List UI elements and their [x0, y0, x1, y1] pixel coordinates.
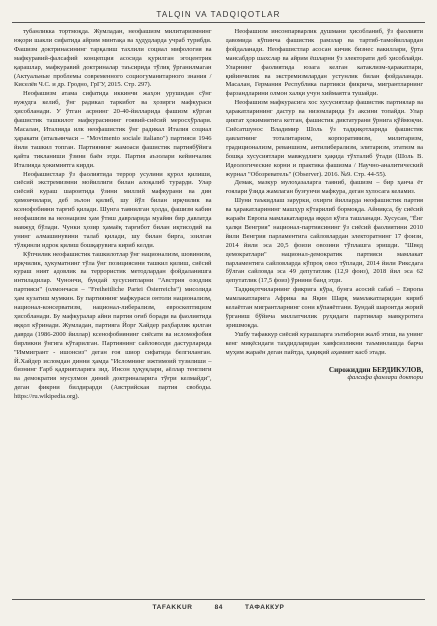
author-signature [226, 366, 424, 384]
author-role: фалсафа фанлари доктори [347, 374, 423, 382]
right-column [226, 28, 424, 594]
right-paragraph-5: Тадқиқотчиларнинг фикрига кўра, бунга асосий сабаб – Европа мамлакатларига Африка ва Яқин Шарқ мамлакатларидан кириб келаётган мигрантларнинг сони кўпаяётгани. Бундай шароитда жорий ўрганиш бўйича миллатчилик руҳидаги партиялар мавқуротига эришмоқда. [225, 286, 423, 329]
page-number: 84 [214, 603, 224, 611]
footer-left-title: TAFAKKUR [152, 603, 193, 611]
left-paragraph-2: Неофашизм атама сифатида иккинчи жаҳон урушидан сўнг вужудга келиб, ўнг радикал таркибот ва ҳозирги мафкураси ҳисобланади. У ўтган асрнинг 20-40-йилларида фашизм кўрган фашистик ташкилот мафкурасининг ғоявий-сиёсий меросхўрлари. Масалан, Италияда илк неофашистик ўнг радикал Италия социал ҳаракати (итальянчаси – "Movimento sociale italiano") партияси 1946 йили ташкил топган. Партиянинг жамоаси фашистик партиябўйига қайта тикланиши ўзини баён этди. Партия аъзолари кейинчалик Италияда ҳокимиятга кирди. [14, 90, 212, 169]
left-column [14, 28, 212, 594]
right-paragraph-3: Демак, мазкур мулоҳазаларга таяниб, фашизм – бир ҳанча ёт ғоялари ўзида жамлаган бузғунчи мафкура, деган хулосага келамиз. [225, 179, 423, 196]
article-body [14, 28, 423, 594]
right-paragraph-1: Неофашизм инсонпарварлик душмани ҳисобланиб, ўз фаолияти давомида кўпинча фашистик рамзлар ва тартиб-тамойиллардан фойдаланади. Неофашистлар асосан кичик бизнес вакиллари, ўрта мансабдор шахслар ва айрим ёшларни ўз электорати деб ҳисоблайди. Уларнинг фаолиятида юзага келган катаклизм-ҳаракатлари, қийинчилик ва экстремизмлардан устунлик билан фойдаланади. Масалан, Германия Республика партияси фикрича, мигрантларнинг фарзандларини олмон халқи учун хиймаятга тушайди. [225, 28, 423, 98]
left-paragraph-4: Кўпчилик неофашистик ташкилотлар ўнг национализм, шовинизм, ирқчилик, ҳукуматнинг тўла ўнг позициясини ташкил қилиш, сиёсий кураш ният адовлик ва террористик методлардан фойдаланишга интиладилар. Чунончи, бундай хусусиятларни "Австрия озодлик партияси" (олмончаси – "Freiheitliche Partei Österreichs") мисолида ҳам кузатиш мумкин. Бу партиянинг мафкураси онтоли национализм, национал-консерватизм, национал-либерализм, евроскептицизм ҳисобланади. Бу мафкуралар айни партия оғиб боради ва фаолиятида яққол кўринади. Жумладан, партияга Йорг Хайдер раҳбарлик қилган даврда (1986-2000 йиллар) ксенофобиянинг сиёсати ва исломофобия бирликни ўнгига кўтарилган. Партиянинг сайловолди дастурларида "Иммигрант - ишонсиз" деган ғоя шиор сифатида белгиланган. Й.Хайдер исломдан динни ҳамда "Исломнинг ижтимоий тузилиши – бизнинг Ғарб қадриятларига зид. Инсон ҳуқуқлари, аёллар тенглиги ва демократия мусулмон диний доктриналарига тўғри келмайди", деган фикрни билдирарди (Австрийская партия свободы. https://ru.wikipedia.org). [14, 250, 212, 401]
left-paragraph-3: Неофашистлар ўз фаолиятида террор усулини қурол қилиши, сиёсий экстремизмни мойиллиги билан алоқалиб турарди. Улар сиёсий кураш шароитида ўзини миллий мафкурани ва дин ҳимоячилари, деб эълон қилиб, шу йўл билан ирқчилик ва ксенофобияни тарғиб қилади. Шунга таянилган ҳолда, фашизм кабин неофашизм ва неонацизм ҳам ўтиш даврларида муайян бир давлатда мавжуд бўлади. Чунки ҳозир ҳамаёқ тарғибот билан иқтисодий ва унинг алмашинувини талаб қилади, шу билан бирга, эзилган тўлқинли идрок қилиш бошқарувига кириб келди. [14, 170, 212, 249]
right-paragraph-6: Ушбу тафаккур сиёсий курашларга эътиборни жалб этиш, ва унинг кенг миқёсидаги таҳдидларидан хавфсизликни таъминлашда барча муҳим жараён деган пайтда, ҳақиқий аҳамият касб этади. [225, 330, 423, 356]
footer-right-title: ТАФАККУР [245, 603, 285, 611]
header-title: TALQIN VA TADQIQOTLAR [156, 10, 281, 19]
left-paragraph-1: тубанликка тортмоқда. Жумладан, неофашизм милитаризмнинг юқори шакли сифатида айрим минтақа ва ҳудудларда учраб турибди. Фашизм доктринасининг тарқалиш тахлили социал мифология ва мафкуравий-фалсафий концепция асосида қурилган эгоцентрик қарашлар, мафкуравий доктриналар таъсирида тўлиқ ўрганилмаган (Актуальные проблемы современного социогуманитарного знания / Киселёв Ч.С. и др. Гродно, ГрГУ, 2015. Стр. 297). [14, 28, 212, 89]
page-footer [12, 599, 425, 614]
author-name: Сирожиддин БЕРДИКУЛОВ, [328, 365, 423, 374]
right-paragraph-2: Неофашизм мафкурасига хос хусусиятлар фашистик партиялар ва ҳаракатларининг дастур ва низомларида ўз аксини топайди. Улар диктат ҳокимиятига кетган, фашистик диктатурани ўрнига қўймоқчи. Сиёсатшунос Владимир Шоль ўз тадқиқотларида фашистик давлатнинг тоталитаризм, корпоративизм, милитаризм, традиционализм, реваншизм, антилиберализм, элитаризм, этатизм ва бошқа хусусиятлари мавжудлиги ҳақида тўхталиб ўтади (Шоль В. Идеологические корни и практика фашизма / Научно-аналитический журнал "Обозреватель" (Observer). 2016. №9. Стр. 44-55). [225, 99, 423, 178]
running-header [12, 0, 425, 23]
right-paragraph-4: Шуни таъкидлаш зарурки, охирги йилларда неофашистик партия ва ҳаракатларининг машҳур кўтарилиб бормоқда. Айниқса, бу сиёсий жараён Европа мамлакатларида яққол кўзга ташланади. Хусусан, "Ёнг ҳалқи Венгрия" национал-партиясининг ўз сиёсий фаолиятини 2010 йили Венгрия парламентига сайловлардан электоратнинг 17 фоизи, 2014 йили эса 20,5 фоизи овозини тўплашга эришди. "Швед демократлари" национал-демократик партияси мамлакат парламентига сайловларда кўпроқ овоз тўплади, 2014 йили Риксдага бўлган сайловда эса 49 депутатлик (12,9 фоиз), 2018 йил эса 62 депутатлик (17,5 фоиз) ўрнини банд этди. [225, 197, 423, 285]
